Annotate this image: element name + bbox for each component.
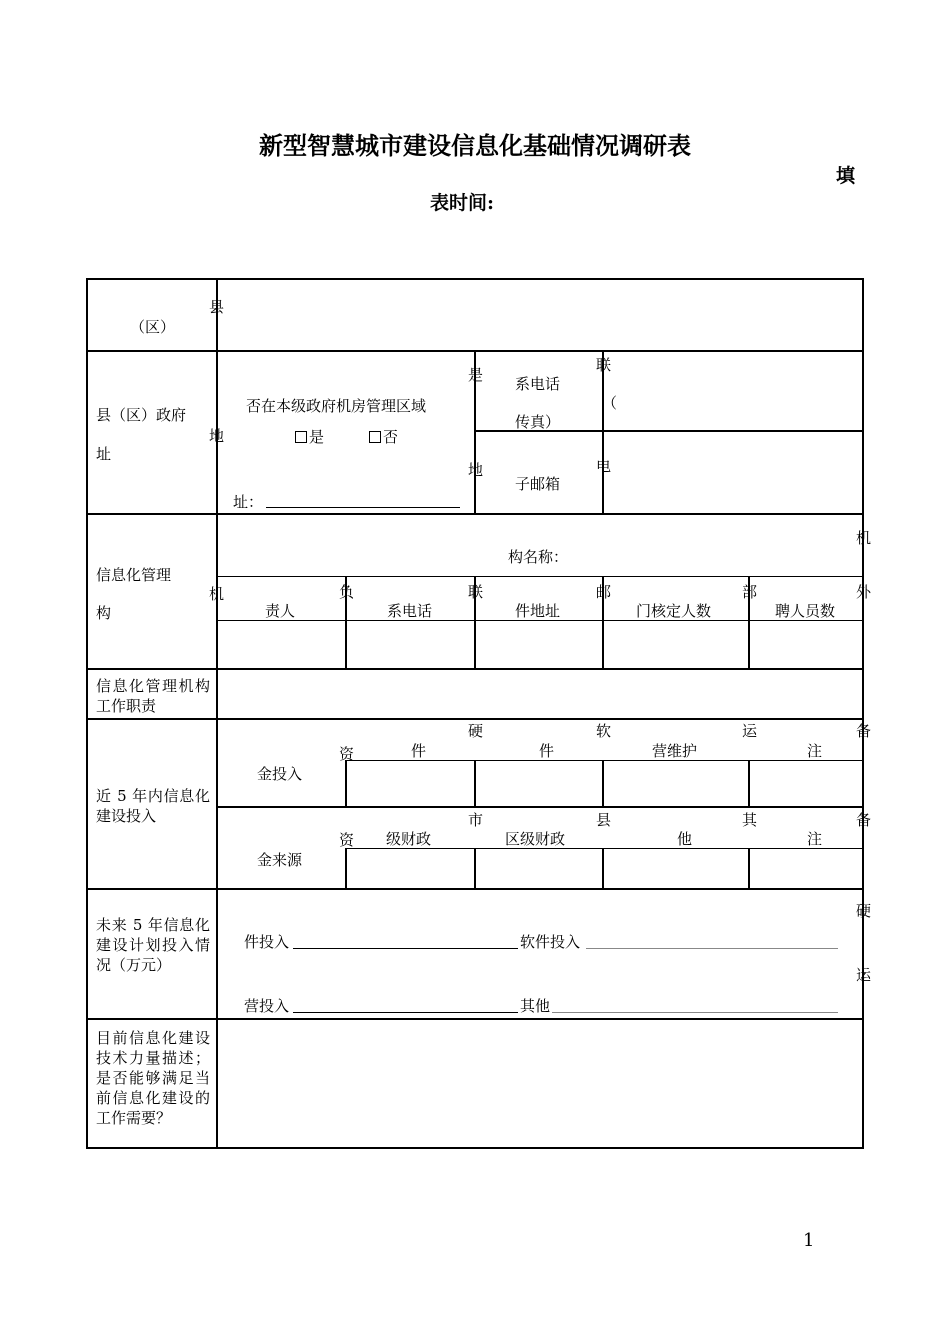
server-room-address-field[interactable]: [266, 507, 460, 508]
inv-hardware-value[interactable]: [348, 762, 473, 805]
inv-head-ying: 硬: [468, 722, 484, 740]
tech-capacity-label: 目前信息化建设技术力量描述；是否能够满足当前信息化建设的工作需要？: [96, 1029, 210, 1127]
row-divider: [86, 1018, 864, 1020]
inv-head-hardware: 件: [411, 742, 427, 760]
col-head-fu: 负: [339, 583, 355, 601]
email-address-value[interactable]: [477, 622, 601, 667]
option-yes-label: 是: [309, 428, 325, 446]
server-room-shi: 是: [468, 366, 484, 384]
row-divider: [86, 718, 864, 720]
src-head-shi: 市: [468, 811, 484, 829]
column-divider: [216, 278, 218, 1149]
org-name-label-ji: 机: [856, 529, 872, 547]
it-dept-duties-value[interactable]: [220, 672, 860, 716]
document-title: 新型智慧城市建设信息化基础情况调研表: [259, 131, 691, 160]
contract-staff-value[interactable]: [751, 622, 861, 667]
county-label-part1: 县: [209, 298, 225, 316]
it-dept-duties-label: 信息化管理机构工作职责: [96, 677, 210, 715]
src-head-county: 区级财政: [505, 830, 566, 848]
it-dept-label-ji: 机: [209, 585, 225, 603]
phone-label-lian: 联: [596, 356, 612, 374]
col-head-contract-staff: 聘人员数: [775, 602, 836, 620]
source-label: 金来源: [257, 851, 303, 869]
email-value[interactable]: [606, 434, 860, 511]
col-head-wai: 外: [856, 583, 872, 601]
cell-divider: [217, 620, 864, 621]
inv-head-notes: 注: [807, 742, 823, 760]
cell-divider: [474, 760, 476, 807]
checkbox-yes[interactable]: [295, 431, 307, 443]
option-no[interactable]: [369, 428, 398, 446]
plan-software-label: 软件投入: [520, 933, 581, 951]
cell-divider: [345, 848, 864, 849]
src-head-xian: 县: [596, 811, 612, 829]
col-head-responsible: 责人: [265, 602, 296, 620]
cell-divider: [474, 848, 476, 889]
plan-software-field[interactable]: [586, 948, 838, 949]
email-label: 子邮箱: [515, 475, 561, 493]
gov-address-label: 县（区）政府: [96, 406, 187, 424]
recent-investment-label: 近 5 年内信息化建设投入: [96, 787, 210, 825]
src-head-notes: 注: [807, 830, 823, 848]
inv-software-value[interactable]: [477, 762, 601, 805]
cell-divider: [345, 760, 864, 761]
plan-other-label: 其他: [520, 997, 551, 1015]
plan-hardware-ying: 硬: [856, 902, 872, 920]
fill-time-label-part1: 填: [836, 165, 856, 187]
it-dept-label-gou: 构: [96, 604, 112, 622]
option-yes[interactable]: [295, 428, 324, 446]
cell-divider: [217, 576, 864, 577]
fax-label: 传真）: [515, 413, 561, 431]
county-label-part2: （区）: [130, 318, 176, 336]
plan-other-field[interactable]: [552, 1012, 838, 1013]
source-label-zi: 资: [339, 831, 355, 849]
gov-address-label-di: 地: [209, 427, 225, 445]
it-dept-label: 信息化管理: [96, 566, 172, 584]
col-head-you: 邮: [596, 583, 612, 601]
col-head-staff-quota: 门核定人数: [636, 602, 712, 620]
inv-head-operations: 营维护: [652, 742, 698, 760]
src-notes-value[interactable]: [751, 850, 861, 887]
investment-label: 金投入: [257, 765, 303, 783]
cell-divider: [345, 848, 347, 889]
plan-operations-label: 营投入: [244, 997, 290, 1015]
staff-quota-value[interactable]: [605, 622, 747, 667]
src-city-value[interactable]: [348, 850, 473, 887]
page-number: 1: [803, 1230, 815, 1251]
src-head-qi: 其: [742, 811, 758, 829]
cell-divider: [345, 760, 347, 807]
cell-divider: [602, 760, 604, 807]
src-head-other: 他: [677, 830, 693, 848]
plan-operations-yun: 运: [856, 966, 872, 984]
plan-hardware-label: 件投入: [244, 933, 290, 951]
investment-label-zi: 资: [339, 745, 355, 763]
cell-divider: [748, 760, 750, 807]
col-head-bu: 部: [742, 583, 758, 601]
responsible-value[interactable]: [219, 622, 344, 667]
phone-label: 系电话: [515, 375, 561, 393]
cell-divider: [217, 806, 864, 808]
server-room-address-label: 址：: [233, 493, 264, 511]
county-value[interactable]: [220, 282, 860, 348]
inv-notes-value[interactable]: [751, 762, 861, 805]
col-head-lian: 联: [468, 583, 484, 601]
fill-time-label-part2: 表时间:: [430, 192, 495, 214]
inv-head-ruan: 软: [596, 722, 612, 740]
inv-operations-value[interactable]: [605, 762, 747, 805]
tech-capacity-value[interactable]: [220, 1022, 860, 1146]
plan-hardware-field[interactable]: [293, 948, 518, 949]
src-head-city: 级财政: [386, 830, 432, 848]
server-room-question: 否在本级政府机房管理区域: [246, 397, 427, 415]
src-other-value[interactable]: [605, 850, 747, 887]
option-no-label: 否: [383, 428, 399, 446]
inv-head-bei: 备: [856, 722, 872, 740]
future-plan-label: 未来 5 年信息化建设计划投入情况（万元）: [96, 916, 210, 974]
cell-divider: [748, 848, 750, 889]
checkbox-no[interactable]: [369, 431, 381, 443]
phone-value[interactable]: [348, 622, 473, 667]
email-label-dian: 电: [596, 457, 612, 475]
plan-operations-field[interactable]: [293, 1012, 518, 1013]
gov-address-label-zhi: 址: [96, 445, 112, 463]
src-head-bei: 备: [856, 811, 872, 829]
cell-divider: [602, 351, 604, 514]
inv-head-software: 件: [539, 742, 555, 760]
col-head-phone: 系电话: [387, 602, 433, 620]
src-county-value[interactable]: [477, 850, 601, 887]
col-head-email: 件地址: [515, 602, 561, 620]
inv-head-yun: 运: [742, 722, 758, 740]
phone-fax-value[interactable]: [606, 354, 860, 428]
org-name-label: 构名称：: [508, 548, 569, 566]
server-room-di: 地: [468, 461, 484, 479]
fax-label-paren: （: [602, 394, 618, 412]
cell-divider: [602, 848, 604, 889]
